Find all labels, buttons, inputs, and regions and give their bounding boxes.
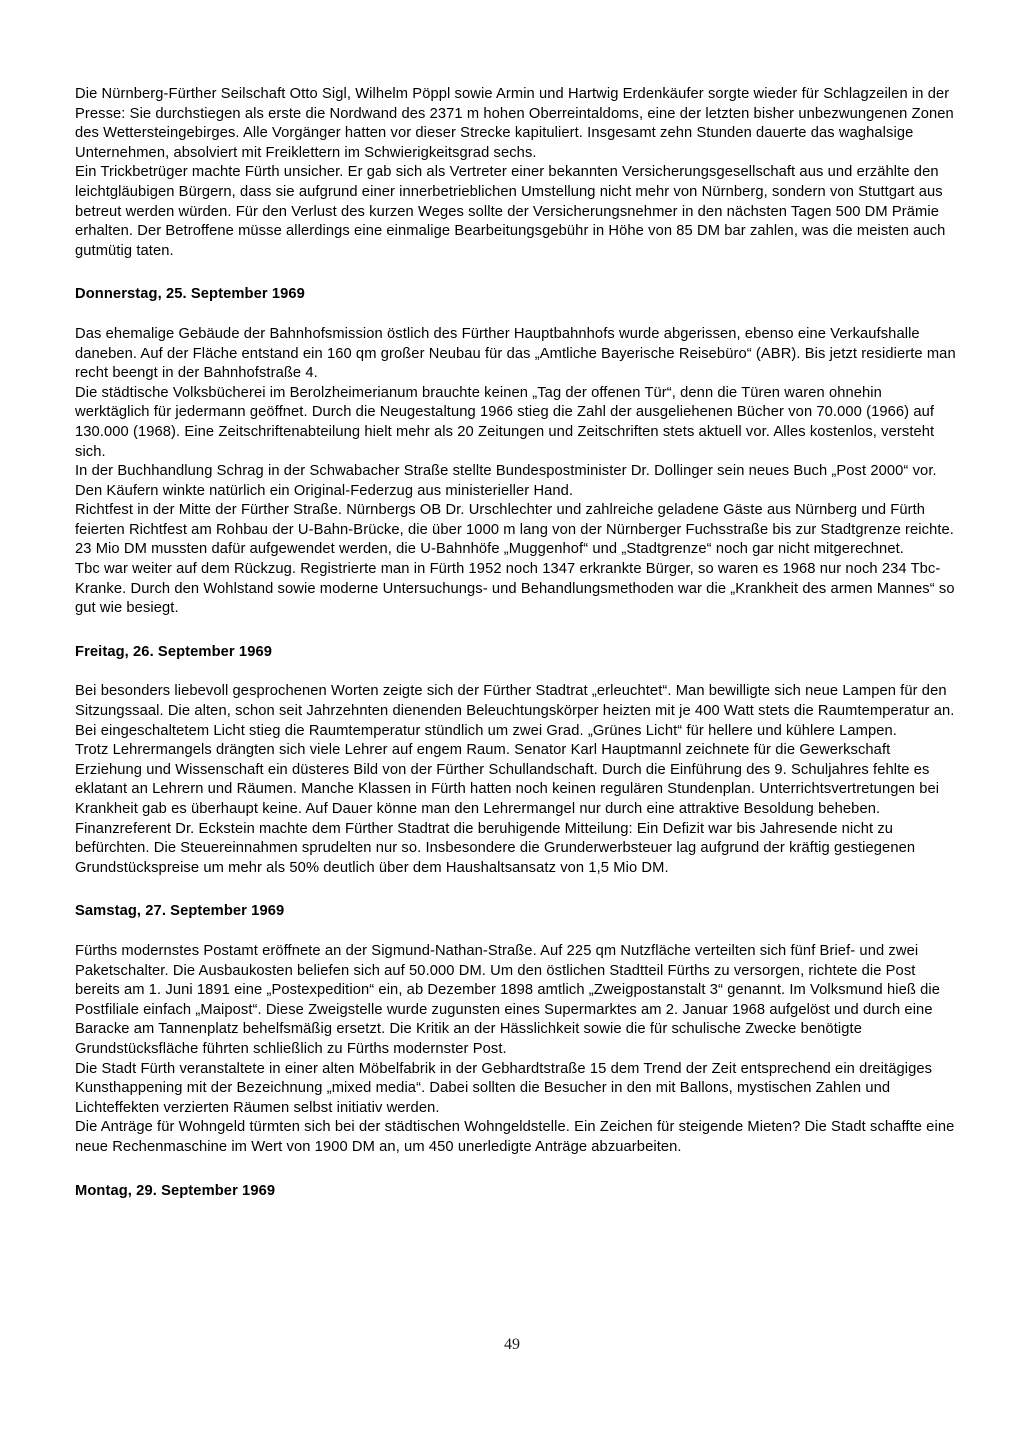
paragraph-buchhandlung-schrag: In der Buchhandlung Schrag in der Schwabacher Straße stellte Bundespostminister Dr. Dollinger sein neues Buch „Post 2000“ vor. Den Käufern winkte natürlich ein Original-Federzug aus ministerieller Hand.: [75, 463, 937, 499]
paragraph-seilschaft: Die Nürnberg-Fürther Seilschaft Otto Sigl, Wilhelm Pöppl sowie Armin und Hartwig Erdenkäufer sorgte wieder für Schlagzeilen in der Presse: Sie durchstiegen als erste die Nordwand des 2371 m hohen Oberreintaldoms, eine der letzten bisher unbezwungenen Zonen des Wettersteingebirges. Alle Vorgänger hatten vor dieser Strecke kapituliert. Insgesamt zehn Stunden dauerte das waghalsige Unternehmen, absolviert mit Freiklettern im Schwierigkeitsgrad sechs.: [75, 86, 954, 161]
paragraph-trickbetrueger: Ein Trickbetrüger machte Fürth unsicher. Er gab sich als Vertreter einer bekannten Versicherungsgesellschaft aus und erzählte den leichtgläubigen Bürgern, dass sie aufgrund einer innerbetrieblichen Umstellung nicht mehr von Nürnberg, sondern von Stuttgart aus betreut werden würden. Für den Verlust des kurzen Weges sollte der Versicherungsnehmer in den nächsten Tagen 500 DM Prämie erhalten. Der Betroffene müsse allerdings eine einmalige Bearbeitungsgebühr in Höhe von 85 DM bar zahlen, was die meisten auch gutmütig taten.: [75, 164, 946, 259]
paragraph-bahnhofsmission: Das ehemalige Gebäude der Bahnhofsmission östlich des Fürther Hauptbahnhofs wurde abgerissen, ebenso eine Verkaufshalle daneben. Auf der Fläche entstand ein 160 qm großer Neubau für das „Amtliche Bayerische Reisebüro“ (ABR). Bis jetzt residierte man recht beengt in der Bahnhofstraße 4.: [75, 325, 956, 382]
paragraph-wohngeld: Die Anträge für Wohngeld türmten sich bei der städtischen Wohngeldstelle. Ein Zeichen für steigende Mieten? Die Stadt schaffte eine neue Rechenmaschine im Wert von 1900 DM an, um 450 unerledigte Anträge abzuarbeiten.: [75, 1119, 955, 1155]
paragraph-kunsthappening: Die Stadt Fürth veranstaltete in einer alten Möbelfabrik in der Gebhardtstraße 15 dem Trend der Zeit entsprechend ein dreitägiges Kunsthappening mit der Bezeichnung „mixed media“. Dabei sollten die Besucher in den mit Ballons, mystischen Zahlen und Lichteffekten verzierten Räumen selbst initiativ werden.: [75, 1060, 933, 1116]
heading-donnerstag-25-september-1969: Donnerstag, 25. September 1969: [75, 286, 305, 303]
paragraph-stadtrat-lampen: Bei besonders liebevoll gesprochenen Worten zeigte sich der Fürther Stadtrat „erleuchtet“. Man bewilligte sich neue Lampen für den Sitzungssaal. Die alten, schon seit Jahrzehnten dienenden Beleuchtungskörper heizten mit je 400 Watt stets die Raumtemperatur an. Bei eingeschaltetem Licht stieg die Raumtemperatur stündlich um zwei Grad. „Grünes Licht“ für hellere und kühlere Lampen.: [75, 683, 955, 739]
paragraph-lehrermangel: Trotz Lehrermangels drängten sich viele Lehrer auf engem Raum. Senator Karl Hauptmannl zeichnete für die Gewerkschaft Erziehung und Wissenschaft ein düsteres Bild von der Fürther Schullandschaft. Durch die Einführung des 9. Schuljahres fehlte es eklatant an Lehrern und Räumen. Manche Klassen in Fürth hatten noch keinen regulären Stundenplan. Unterrichtsvertretungen bei Krankheit gab es überhaupt keine. Auf Dauer könne man den Lehrermangel nur durch eine attraktive Besoldung beheben.: [75, 742, 940, 817]
heading-samstag-27-september-1969: Samstag, 27. September 1969: [75, 903, 285, 920]
heading-montag-29-september-1969: Montag, 29. September 1969: [75, 1182, 276, 1199]
paragraph-finanzreferent: Finanzreferent Dr. Eckstein machte dem Fürther Stadtrat die beruhigende Mitteilung: Ein Defizit war bis Jahresende nicht zu befürchten. Die Steuereinnahmen sprudelten nur so. Insbesondere die Grunderwerbsteuer lag aufgrund der kräftig gestiegenen Grundstückspreise um mehr als 50% deutlich über dem Haushaltsansatz von 1,5 Mio DM.: [75, 820, 916, 876]
page-number: 49: [504, 1336, 520, 1353]
paragraph-tbc-rueckzug: Tbc war weiter auf dem Rückzug. Registrierte man in Fürth 1952 noch 1347 erkrankte Bürger, so waren es 1968 nur noch 234 Tbc-Kranke. Durch den Wohlstand sowie moderne Untersuchungs- und Behandlungsmethoden war die „Krankheit des armen Mannes“ so gut wie besiegt.: [75, 561, 955, 617]
paragraph-richtfest-ubahn: Richtfest in der Mitte der Fürther Straße. Nürnbergs OB Dr. Urschlechter und zahlreiche geladene Gäste aus Nürnberg und Fürth feierten Richtfest am Rohbau der U-Bahn-Brücke, die über 1000 m lang von der Nürnberger Fuchsstraße bis zur Stadtgrenze reichte. 23 Mio DM mussten dafür aufgewendet werden, die U-Bahnhöfe „Muggenhof“ und „Stadtgrenze“ noch gar nicht mitgerechnet.: [75, 502, 954, 558]
paragraph-volksbuecherei: Die städtische Volksbücherei im Berolzheimerianum brauchte keinen „Tag der offenen Tür“, denn die Türen waren ohnehin werktäglich für jedermann geöffnet. Durch die Neugestaltung 1966 stieg die Zahl der ausgeliehenen Bücher von 70.000 (1966) auf 130.000 (1968). Eine Zeitschriftenabteilung hielt mehr als 20 Zeitungen und Zeitschriften stets aktuell vor. Alles kostenlos, versteht sich.: [75, 384, 935, 460]
heading-freitag-26-september-1969: Freitag, 26. September 1969: [75, 643, 272, 660]
paragraph-postamt: Fürths modernstes Postamt eröffnete an der Sigmund-Nathan-Straße. Auf 225 qm Nutzfläche verteilten sich fünf Brief- und zwei Paketschalter. Die Ausbaukosten beliefen sich auf 50.000 DM. Um den östlichen Stadtteil Fürths zu versorgen, richtete die Post bereits am 1. Juni 1891 eine „Postexpedition“ ein, ab Dezember 1898 amtlich „Zweigpostanstalt 3“ genannt. Im Volksmund hieß die Postfiliale einfach „Maipost“. Diese Zweigstelle wurde zugunsten eines Supermarktes am 2. Januar 1968 aufgelöst und durch eine Baracke am Tannenplatz behelfsmäßig ersetzt. Die Kritik an der Hässlichkeit sowie die für schulische Zwecke benötigte Grundstücksfläche führten schließlich zu Fürths modernster Post.: [75, 942, 941, 1057]
document-body: [75, 85, 959, 1221]
page-footer: [0, 1336, 1024, 1354]
